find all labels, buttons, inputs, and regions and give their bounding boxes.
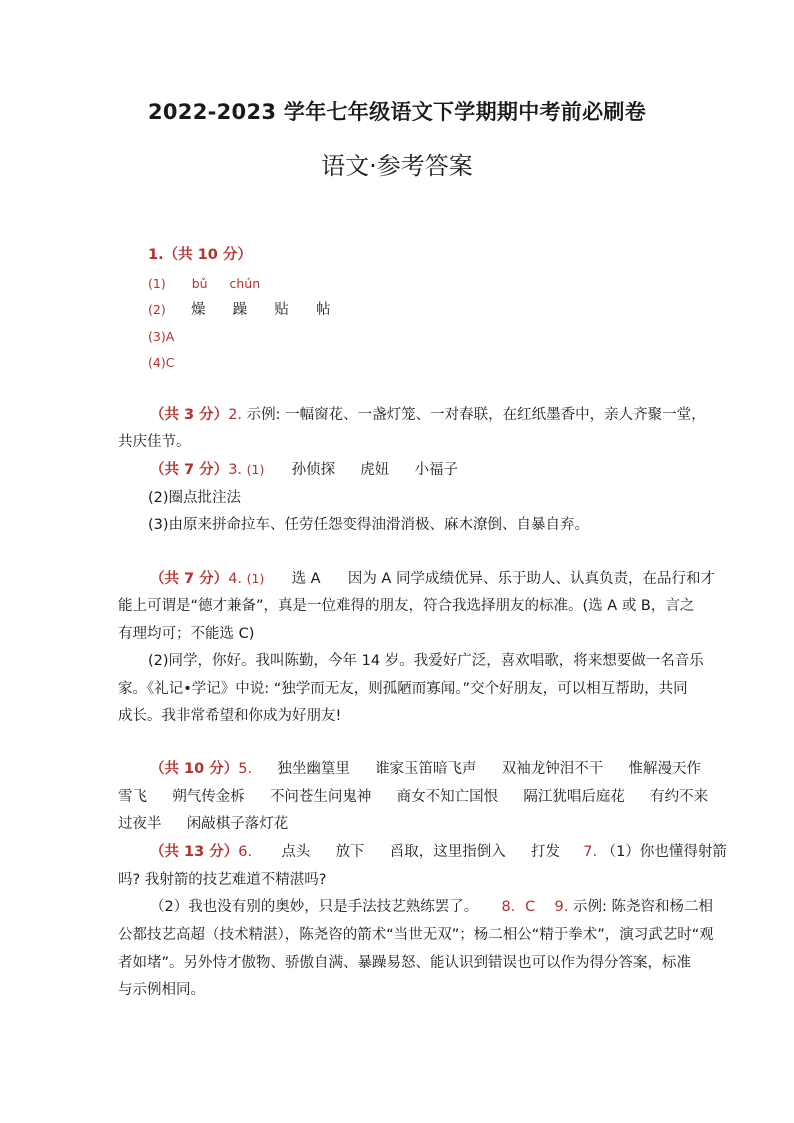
q5-num: 5. — [238, 761, 253, 777]
q2-score: （共 3 分） — [150, 407, 229, 423]
q6-word-2: 放下 — [335, 844, 365, 860]
q4-a1-num: (1) — [246, 571, 265, 586]
q1-a2-num: (2) — [148, 302, 166, 317]
q9-num: 9. — [554, 899, 569, 915]
q6-score: （共 13 分） — [150, 844, 239, 860]
q5-line-1 — [150, 759, 701, 779]
q4-a1-text-1: 因为 A 同学成绩优异、乐于助人、认真负责，在品行和才 — [347, 571, 715, 587]
q2-num: 2. — [228, 407, 243, 423]
q7-num: 7. — [583, 844, 598, 860]
q7-text-3: （2）我也没有别的奥妙，只是手法技艺熟练罢了。 — [150, 899, 479, 915]
q1-a2-word-3: 贴 — [274, 302, 289, 318]
q1-answer-3: (3)A — [148, 329, 175, 344]
q6-num: 6. — [238, 844, 253, 860]
q5-item: 雪飞 — [118, 789, 147, 805]
q5-item: 有约不来 — [650, 789, 709, 805]
q4-num: 4. — [228, 571, 243, 587]
q8-answer: 8．C — [501, 899, 536, 915]
q3-score: （共 7 分） — [150, 462, 229, 478]
q7-text-2: 吗? 我射箭的技艺难道不精湛吗? — [118, 872, 327, 888]
q3-a1-num: (1) — [246, 462, 265, 477]
q9-text-2: 公都技艺高超（技术精湛），陈尧咨的箭术“当世无双”；杨二相公“精于拳术”，演习武艺时“观 — [118, 927, 714, 943]
q6-line-1 — [150, 842, 727, 862]
q5-item: 隔江犹唱后庭花 — [523, 789, 625, 805]
q5-score: （共 10 分） — [150, 761, 239, 777]
q1-a2-word-2: 躁 — [232, 302, 248, 318]
q4-score: （共 7 分） — [150, 571, 229, 587]
q2-text: 示例: 一幅窗花、一盏灯笼、一对春联，在红纸墨香中，亲人齐聚一堂， — [246, 407, 706, 423]
q1-answer-2 — [148, 300, 331, 320]
q5-item: 独坐幽篁里 — [277, 761, 350, 777]
q5-item: 商女不知亡国恨 — [396, 789, 499, 805]
q9-text-3: 者如堵”。另外恃才傲物、骄傲自满、暴躁易怒、能认识到错误也可以作为得分答案，标准 — [118, 955, 692, 971]
q5-item: 闲敲棋子落灯花 — [186, 816, 289, 832]
q5-item: 不问苍生问鬼神 — [269, 789, 372, 805]
q2-line-2: 共庆佳节。 — [118, 434, 191, 450]
q1-answer-4: (4)C — [148, 355, 175, 370]
q9-text-4: 与示例相同。 — [118, 982, 205, 998]
q1-a1-pinyin-1: bǔ — [191, 276, 208, 291]
q2-line-1 — [150, 405, 706, 425]
q6-word-4: 打发 — [531, 844, 560, 860]
q4-a2-text-1: (2)同学，你好。我叫陈勤，今年 14 岁。我爱好广泛，喜欢唱歌，将来想要做一名音乐 — [148, 653, 704, 669]
q6-word-1: 点头 — [281, 844, 311, 860]
q5-line-3 — [118, 814, 288, 834]
q1-a2-word-1: 燥 — [190, 302, 206, 318]
q5-item: 朔气传金柝 — [172, 789, 245, 805]
q3-answer-3: (3)由原来拼命拉车、任劳任怨变得油滑消极、麻木潦倒、自暴自弃。 — [148, 517, 590, 533]
q4-a2-text-2: 家。《礼记•学记》中说: “独学而无友，则孤陋而寡闻。”交个好朋友，可以相互帮助，共同 — [118, 681, 688, 697]
q7-q9-line — [150, 897, 713, 917]
q4-a1-choice: 选 A — [291, 571, 321, 587]
q1-heading: 1.（共 10 分） — [148, 247, 252, 263]
q1-a2-word-4: 帖 — [316, 302, 331, 318]
q4-a1-text-3: 有理均可；不能选 C) — [118, 626, 255, 642]
q1-a1-pinyin-2: chún — [229, 276, 261, 291]
q3-answer-2: (2)圈点批注法 — [148, 490, 242, 506]
q5-item: 惟解漫天作 — [628, 761, 701, 777]
q5-line-2 — [118, 787, 708, 807]
q5-item: 谁家玉笛暗飞声 — [375, 761, 477, 777]
page-subtitle: 语文·参考答案 — [321, 152, 473, 180]
q3-num: 3. — [228, 462, 243, 478]
q1-answer-1 — [148, 274, 260, 294]
q4-a2-text-3: 成长。我非常希望和你成为好朋友! — [118, 708, 342, 724]
q5-item: 过夜半 — [118, 816, 162, 832]
q4-a1-text-2: 能上可谓是“德才兼备”，真是一位难得的朋友，符合我选择朋友的标准。(选 A 或 B，言之 — [118, 598, 695, 614]
q6-word-3: 舀取，这里指倒入 — [389, 844, 506, 860]
q3-line-1 — [150, 460, 458, 480]
q4-line-1 — [150, 569, 715, 589]
q3-a1-name-1: 孙侦探 — [291, 462, 336, 478]
q9-text-1: 示例: 陈尧咨和杨二相 — [572, 899, 713, 915]
page-title: 2022-2023 学年七年级语文下学期期中考前必刷卷 — [147, 100, 647, 124]
q3-a1-name-2: 虎妞 — [360, 462, 390, 478]
q1-a1-num: (1) — [148, 276, 166, 291]
q3-a1-name-3: 小福子 — [414, 462, 459, 478]
q5-item: 双袖龙钟泪不干 — [501, 761, 604, 777]
q7-text-1: （1）你也懂得射箭 — [601, 844, 727, 860]
